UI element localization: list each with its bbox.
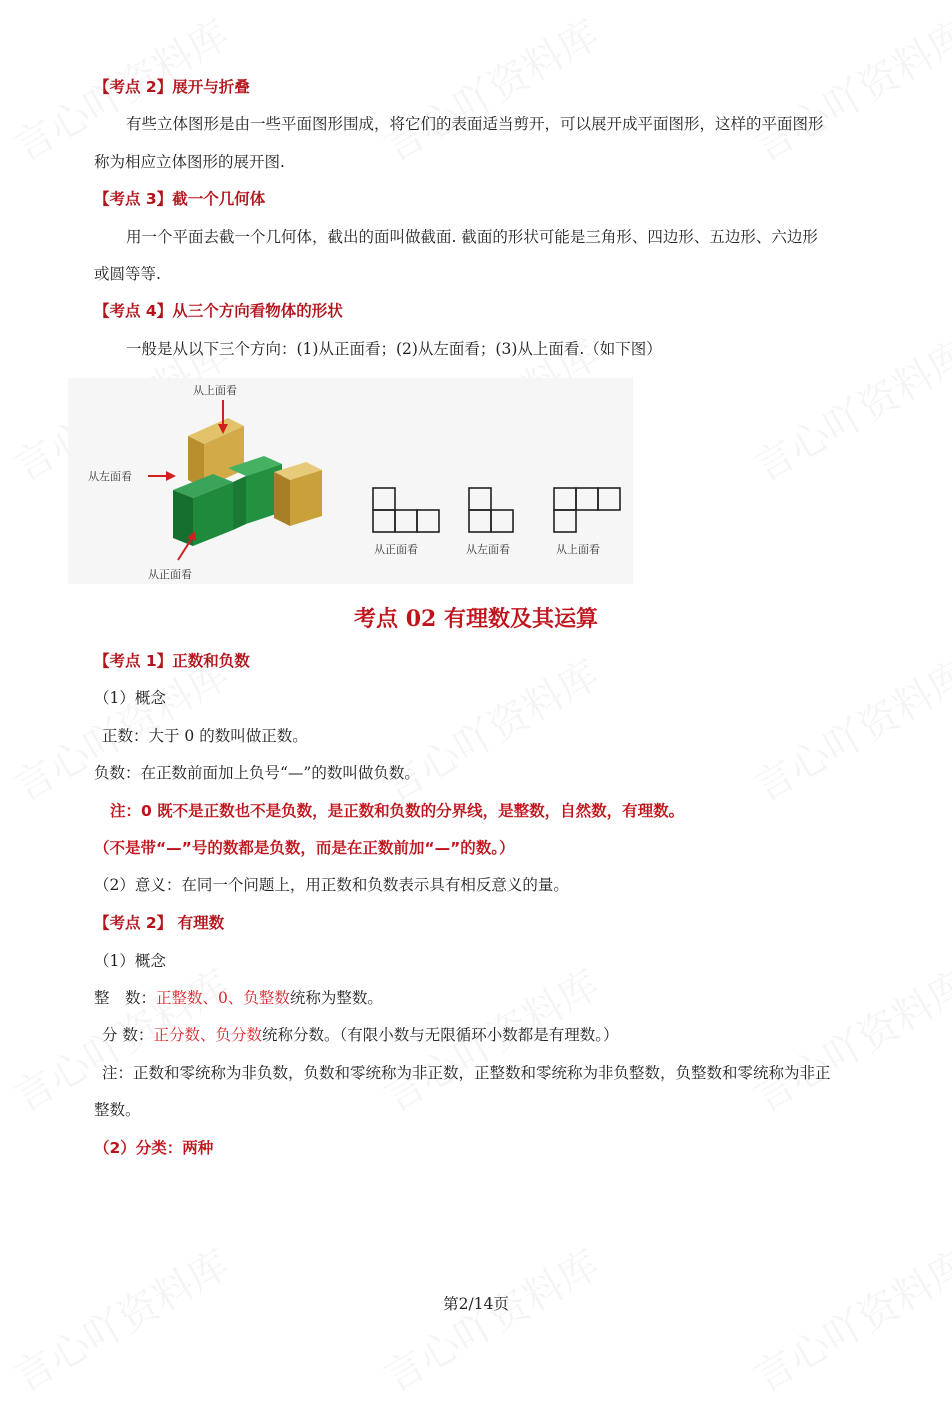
paragraph: 正数：大于 0 的数叫做正数。 <box>102 727 308 745</box>
paragraph: 称为相应立体图形的展开图. <box>94 153 285 171</box>
paragraph: 注：正数和零统称为非负数，负数和零统称为非正数，正整数和零统称为非负整数，负整数和零统称为非正 <box>102 1064 831 1082</box>
paragraph: （1）概念 <box>94 689 166 707</box>
view-top-caption: 从上面看 <box>556 543 600 556</box>
page-number: 第2/14页 <box>443 1295 509 1313</box>
label-front-view: 从正面看 <box>148 568 192 581</box>
section-label: 【考点 2】 <box>94 78 173 96</box>
figure-background <box>68 378 633 584</box>
paragraph: 用一个平面去截一个几何体，截出的面叫做截面. 截面的形状可能是三角形、四边形、五边形、六边形 <box>126 228 818 246</box>
view-left-caption: 从左面看 <box>466 543 510 556</box>
section2-kaodian1-heading <box>94 650 250 672</box>
highlight-red: 正分数、负分数 <box>153 1026 262 1044</box>
label-left-view: 从左面看 <box>88 470 132 483</box>
paragraph: （2）意义：在同一个问题上，用正数和负数表示具有相反意义的量。 <box>94 876 569 894</box>
section-title: 从三个方向看物体的形状 <box>172 302 343 320</box>
section-title: 展开与折叠 <box>172 78 250 96</box>
label-top-view: 从上面看 <box>193 384 237 397</box>
fraction-definition <box>102 1024 618 1046</box>
main-title: 考点 02 有理数及其运算 <box>354 606 598 632</box>
section-title: 正数和负数 <box>172 652 250 670</box>
section2-kaodian2-heading <box>94 912 224 934</box>
text: 统称为整数。 <box>289 989 383 1007</box>
watermark-text <box>742 644 952 813</box>
text: 统称分数。（有限小数与无限循环小数都是有理数。） <box>261 1026 619 1044</box>
paragraph: 有些立体图形是由一些平面图形围成，将它们的表面适当剪开，可以展开成平面图形，这样的平面图形 <box>126 115 824 133</box>
watermark-text <box>372 4 608 173</box>
watermark-text <box>742 954 952 1123</box>
section-title: 截一个几何体 <box>172 190 266 208</box>
section-label: 【考点 2】 <box>94 914 173 932</box>
view-front-caption: 从正面看 <box>374 543 418 556</box>
paragraph: （1）概念 <box>94 952 166 970</box>
highlight-red: 正整数、0、负整数 <box>156 989 290 1007</box>
paragraph: 整数。 <box>94 1101 141 1119</box>
watermark-text <box>372 1234 608 1403</box>
classification-heading: （2）分类：两种 <box>94 1139 214 1157</box>
paragraph: 或圆等等. <box>94 265 161 283</box>
section-kaodian3-heading <box>94 188 265 210</box>
integer-definition <box>94 987 383 1009</box>
text: 分 数： <box>102 1026 154 1044</box>
section-label: 【考点 4】 <box>94 302 173 320</box>
text: 整 数： <box>94 989 157 1007</box>
paragraph: 一般是从以下三个方向：(1)从正面看；(2)从左面看；(3)从上面看.（如下图） <box>126 340 662 358</box>
section-kaodian2-heading <box>94 76 250 98</box>
section-kaodian4-heading <box>94 300 343 322</box>
section-title: 有理数 <box>172 914 225 932</box>
watermark-text <box>742 4 952 173</box>
section-label: 【考点 3】 <box>94 190 173 208</box>
watermark-text <box>2 1234 238 1403</box>
note-red: （不是带“—”号的数都是负数，而是在正数前加“—”的数。） <box>94 839 515 857</box>
section-label: 【考点 1】 <box>94 652 173 670</box>
watermark-text <box>742 1234 952 1403</box>
watermark-text <box>742 324 952 493</box>
paragraph: 负数：在正数前面加上负号“—”的数叫做负数。 <box>94 764 420 782</box>
note-red: 注：0 既不是正数也不是负数，是正数和负数的分界线，是整数，自然数，有理数。 <box>110 802 685 820</box>
watermark-text <box>372 644 608 813</box>
wood-cube-right <box>274 462 322 526</box>
three-view-figure <box>68 378 633 584</box>
